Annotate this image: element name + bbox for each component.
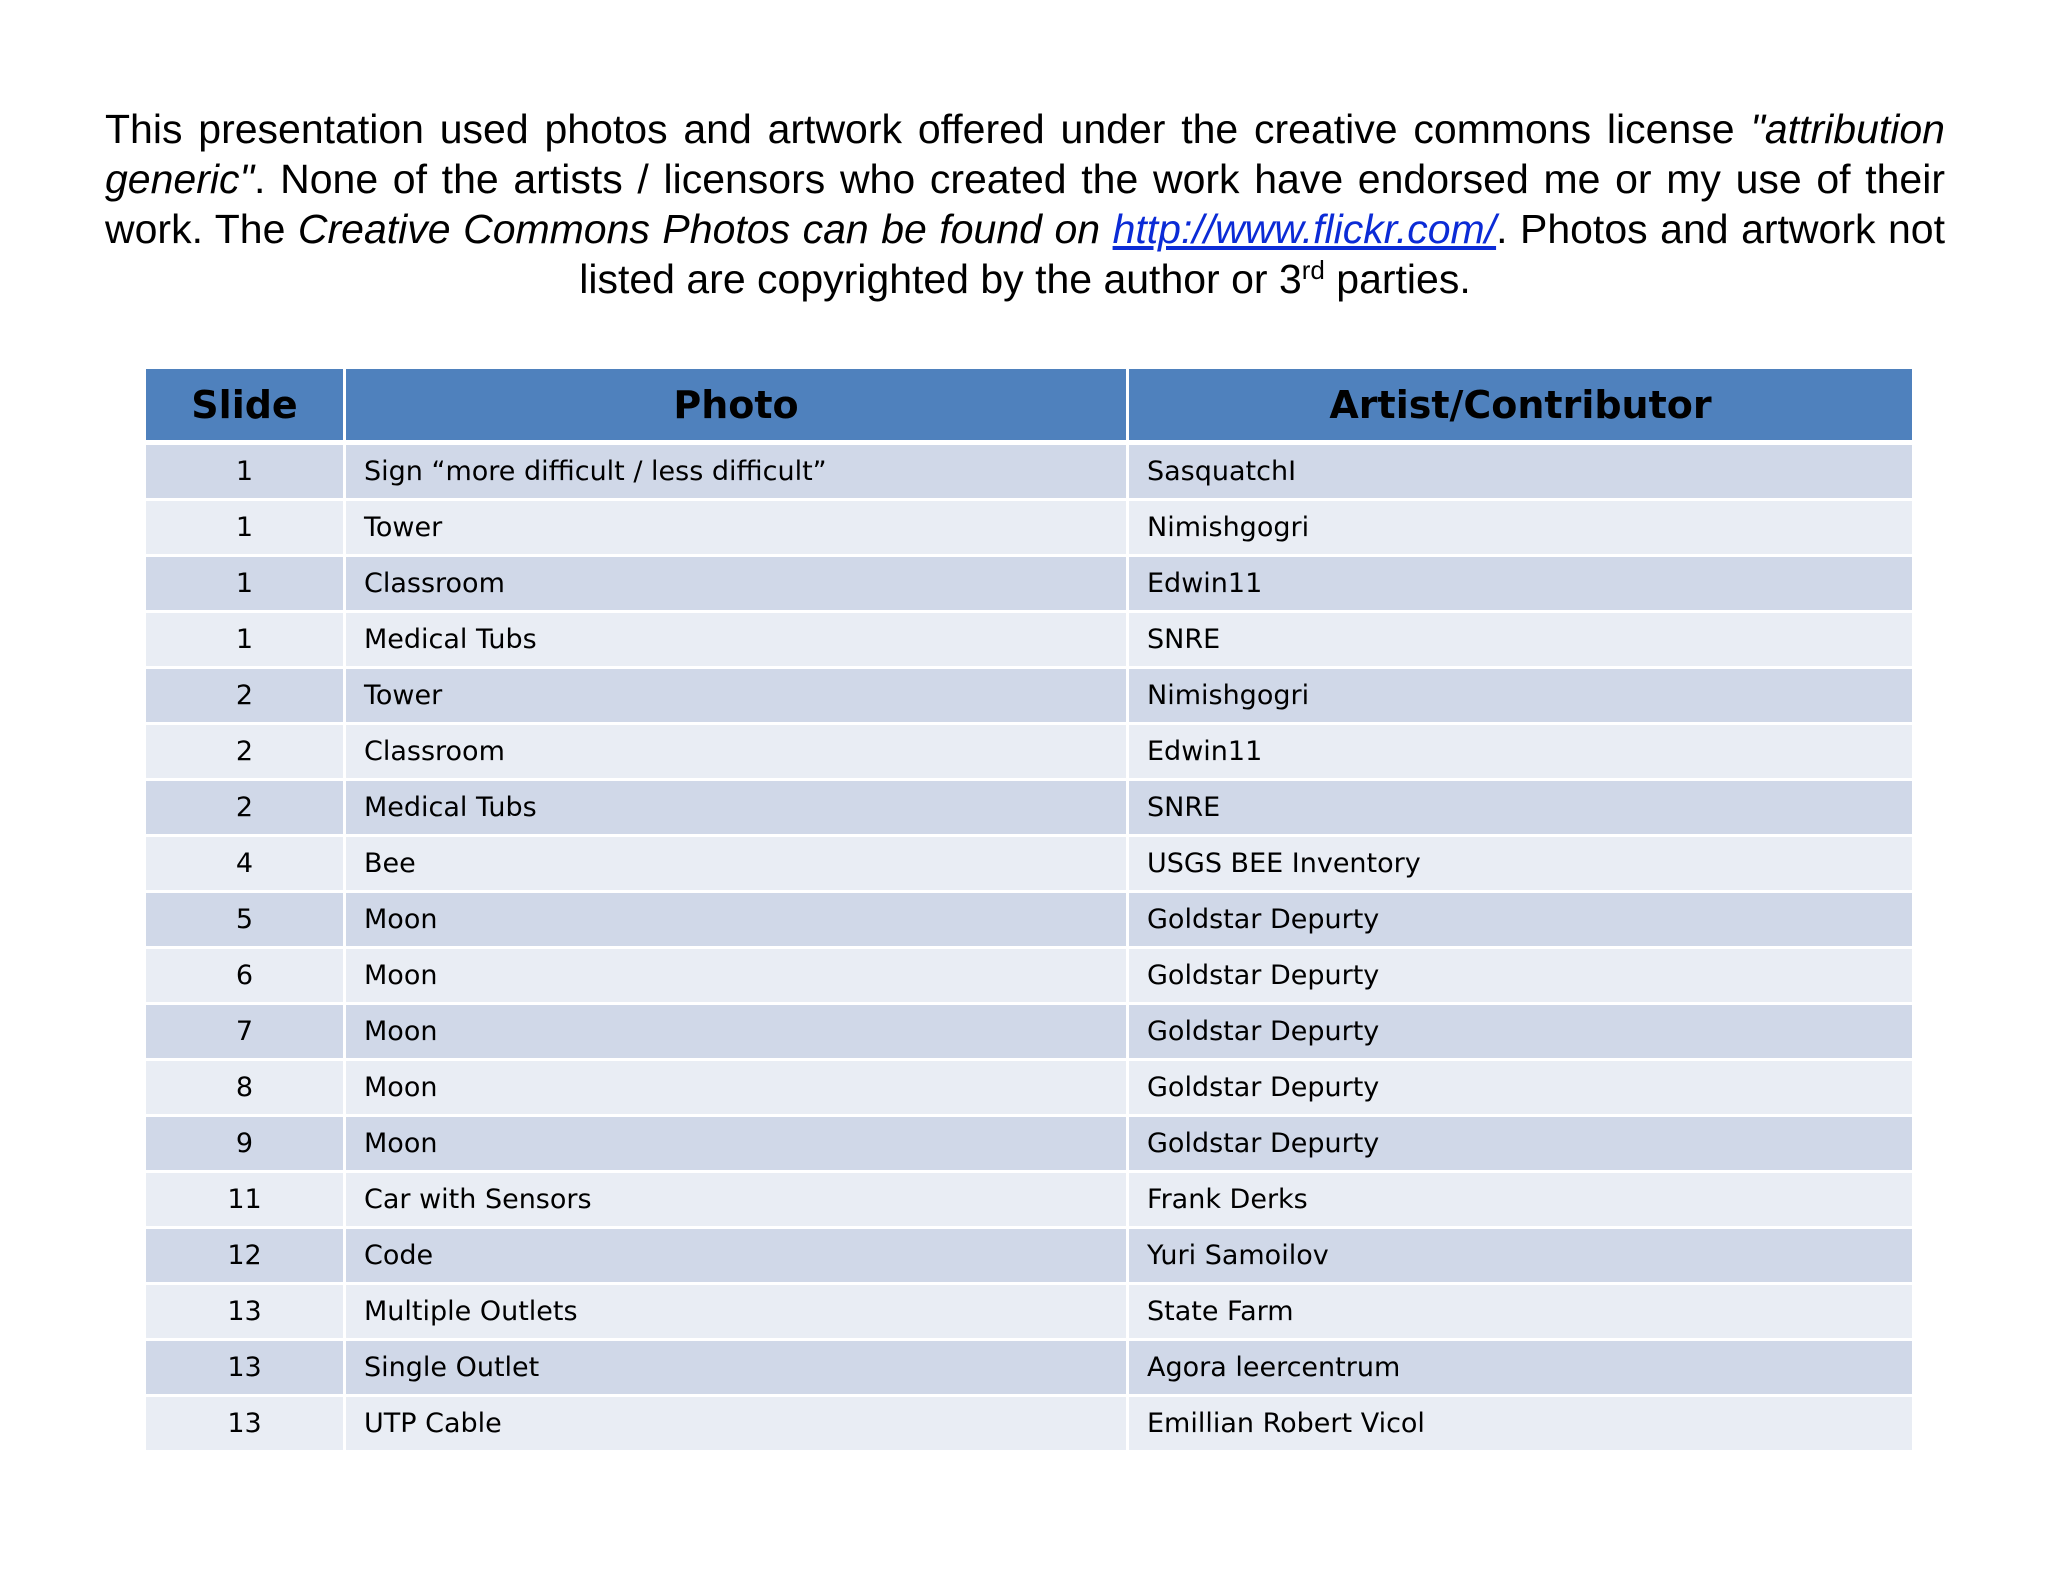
cell-photo: Medical Tubs xyxy=(346,781,1129,837)
cell-photo: Single Outlet xyxy=(346,1341,1129,1397)
table-row xyxy=(146,781,1912,837)
header-slide: Slide xyxy=(146,369,346,445)
table-row xyxy=(146,1285,1912,1341)
table-row xyxy=(146,949,1912,1005)
cell-slide: 2 xyxy=(146,725,346,781)
cell-artist: Goldstar Depurty xyxy=(1129,1117,1912,1173)
table-row xyxy=(146,669,1912,725)
cell-artist: SasquatchI xyxy=(1129,445,1912,501)
cell-photo: Moon xyxy=(346,1061,1129,1117)
cell-artist: Goldstar Depurty xyxy=(1129,1005,1912,1061)
cell-slide: 8 xyxy=(146,1061,346,1117)
cell-artist: Goldstar Depurty xyxy=(1129,1061,1912,1117)
credits-table xyxy=(146,369,1912,1453)
cell-artist: State Farm xyxy=(1129,1285,1912,1341)
intro-text-1: This presentation used photos and artwork offered under the creative commons license xyxy=(105,106,1751,152)
cell-slide: 12 xyxy=(146,1229,346,1285)
table-row xyxy=(146,1117,1912,1173)
table-body xyxy=(146,445,1912,1453)
cell-photo: Code xyxy=(346,1229,1129,1285)
cell-slide: 5 xyxy=(146,893,346,949)
cell-artist: Edwin11 xyxy=(1129,725,1912,781)
intro-text-3: . Photos and artwork not listed are copyrighted by the author or 3 xyxy=(579,206,1945,302)
cell-artist: Nimishgogri xyxy=(1129,669,1912,725)
table-row xyxy=(146,1005,1912,1061)
table-row xyxy=(146,837,1912,893)
cell-slide: 13 xyxy=(146,1285,346,1341)
license-name: "attribution generic" xyxy=(105,106,1945,202)
cell-artist: Edwin11 xyxy=(1129,557,1912,613)
table-row xyxy=(146,1397,1912,1453)
cell-artist: SNRE xyxy=(1129,613,1912,669)
table-row xyxy=(146,893,1912,949)
cell-photo: Moon xyxy=(346,1005,1129,1061)
intro-italic-phrase: Creative Commons Photos can be found on xyxy=(297,206,1113,252)
intro-text-2: . None of the artists / licensors who created the work have endorsed me or my use of their work. The xyxy=(105,156,1945,252)
intro-text-4: parties. xyxy=(1324,256,1471,302)
cell-artist: Frank Derks xyxy=(1129,1173,1912,1229)
cell-photo: Tower xyxy=(346,501,1129,557)
cell-artist: Yuri Samoilov xyxy=(1129,1229,1912,1285)
cell-slide: 1 xyxy=(146,501,346,557)
cell-slide: 9 xyxy=(146,1117,346,1173)
intro-paragraph xyxy=(105,104,1945,304)
table-row xyxy=(146,1173,1912,1229)
cell-slide: 2 xyxy=(146,781,346,837)
table-header-row xyxy=(146,369,1912,445)
cell-photo: Moon xyxy=(346,1117,1129,1173)
cell-photo: Sign “more difficult / less difficult” xyxy=(346,445,1129,501)
cell-artist: USGS BEE Inventory xyxy=(1129,837,1912,893)
header-artist: Artist/Contributor xyxy=(1129,369,1912,445)
table-row xyxy=(146,445,1912,501)
cell-slide: 1 xyxy=(146,445,346,501)
cell-artist: Nimishgogri xyxy=(1129,501,1912,557)
cell-photo: Moon xyxy=(346,949,1129,1005)
table-row xyxy=(146,501,1912,557)
cell-slide: 4 xyxy=(146,837,346,893)
cell-photo: Classroom xyxy=(346,557,1129,613)
cell-photo: Moon xyxy=(346,893,1129,949)
cell-photo: Medical Tubs xyxy=(346,613,1129,669)
cell-slide: 6 xyxy=(146,949,346,1005)
cell-slide: 13 xyxy=(146,1397,346,1453)
table-row xyxy=(146,725,1912,781)
cell-photo: Tower xyxy=(346,669,1129,725)
cell-photo: Car with Sensors xyxy=(346,1173,1129,1229)
table-row xyxy=(146,1229,1912,1285)
ordinal-superscript: rd xyxy=(1301,255,1325,285)
cell-photo: Multiple Outlets xyxy=(346,1285,1129,1341)
cell-artist: Goldstar Depurty xyxy=(1129,893,1912,949)
cell-slide: 13 xyxy=(146,1341,346,1397)
cell-photo: UTP Cable xyxy=(346,1397,1129,1453)
cell-artist: Goldstar Depurty xyxy=(1129,949,1912,1005)
cell-slide: 1 xyxy=(146,613,346,669)
header-photo: Photo xyxy=(346,369,1129,445)
cell-artist: SNRE xyxy=(1129,781,1912,837)
cell-artist: Agora leercentrum xyxy=(1129,1341,1912,1397)
table-row xyxy=(146,613,1912,669)
cell-slide: 7 xyxy=(146,1005,346,1061)
table-row xyxy=(146,1061,1912,1117)
flickr-link[interactable]: http://www.flickr.com/ xyxy=(1112,206,1497,252)
cell-photo: Classroom xyxy=(346,725,1129,781)
cell-slide: 2 xyxy=(146,669,346,725)
credits-table-container xyxy=(146,369,1912,1453)
table-row xyxy=(146,1341,1912,1397)
cell-photo: Bee xyxy=(346,837,1129,893)
table-row xyxy=(146,557,1912,613)
cell-slide: 11 xyxy=(146,1173,346,1229)
cell-artist: Emillian Robert Vicol xyxy=(1129,1397,1912,1453)
cell-slide: 1 xyxy=(146,557,346,613)
